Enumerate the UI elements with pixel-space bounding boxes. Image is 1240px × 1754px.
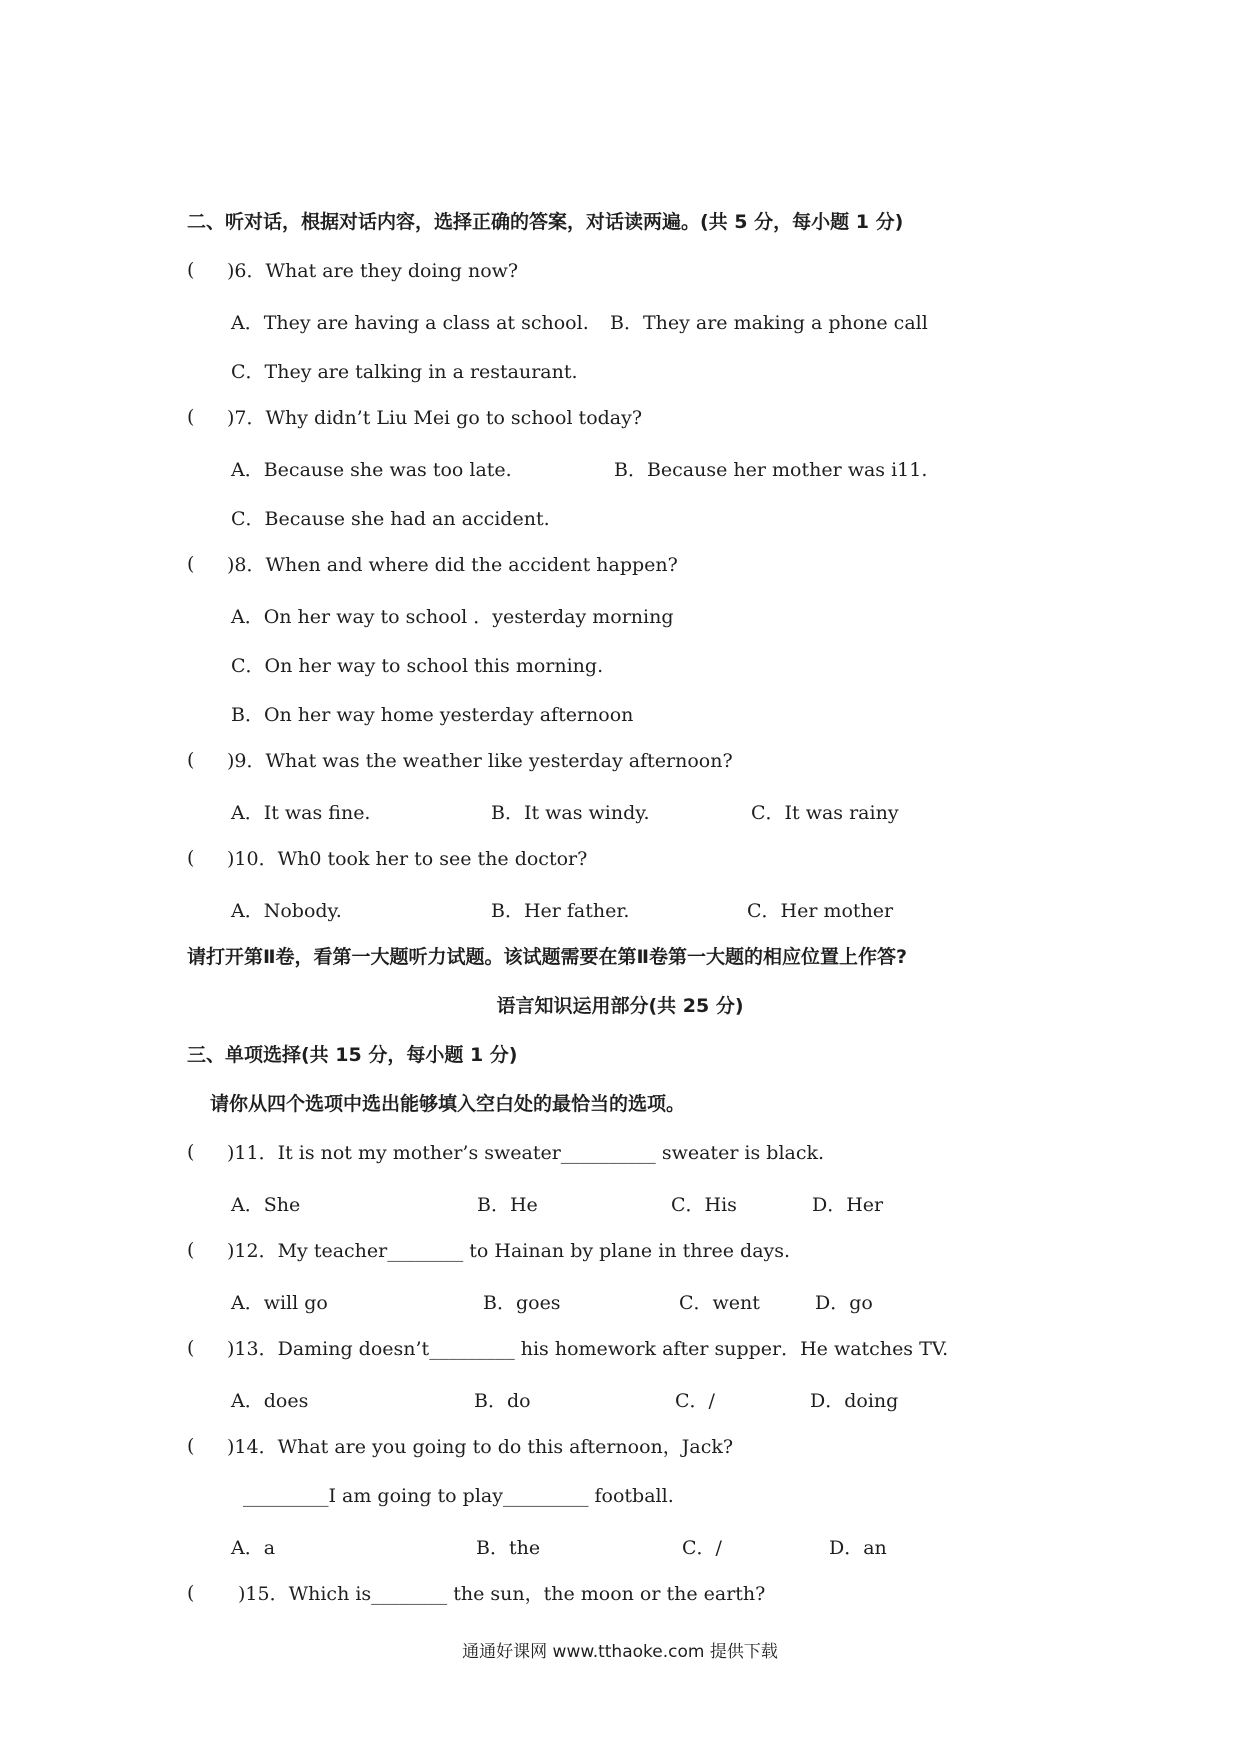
answer-paren: ( [187, 259, 195, 281]
option: A．Because she was too late. [231, 459, 512, 481]
answer-paren: ( [187, 749, 195, 771]
option: B．He [477, 1194, 538, 1216]
question-stem: )7．Why didn’t Liu Mei go to school today? [227, 407, 643, 429]
option: D．go [815, 1292, 873, 1314]
question-stem: )11．It is not my mother’s sweater__________ sweater is black. [227, 1142, 825, 1164]
answer-paren: ( [187, 1582, 195, 1604]
section2-heading: 二、听对话，根据对话内容，选择正确的答案，对话读两遍。(共 5 分，每小题 1 分) [187, 211, 904, 233]
option: C．Because she had an accident. [231, 508, 550, 530]
option: C．They are talking in a restaurant. [231, 361, 578, 383]
question-stem: )9．What was the weather like yesterday afternoon? [227, 750, 733, 772]
option: A．She [231, 1194, 301, 1216]
option: B．Because her mother was i11. [614, 459, 928, 481]
option: A．On her way to school ．yesterday morning [231, 606, 674, 628]
option: C．Her mother [747, 900, 894, 922]
answer-paren: ( [187, 847, 195, 869]
option: B．Her father. [491, 900, 630, 922]
option: B．On her way home yesterday afternoon [231, 704, 634, 726]
section3-instruction: 请你从四个选项中选出能够填入空白处的最恰当的选项。 [210, 1093, 686, 1115]
question-stem: )15．Which is________ the sun，the moon or the earth? [238, 1583, 766, 1605]
option: C．went [679, 1292, 760, 1314]
option: A．Nobody. [231, 900, 342, 922]
question-stem: )14．What are you going to do this afternoon，Jack? [227, 1436, 734, 1458]
section3-heading: 三、单项选择(共 15 分，每小题 1 分) [187, 1044, 518, 1066]
option: D．Her [812, 1194, 884, 1216]
notice-text: 请打开第Ⅱ卷，看第一大题听力试题。该试题需要在第Ⅱ卷第一大题的相应位置上作答? [187, 946, 908, 968]
option: B．It was windy. [491, 802, 650, 824]
option: B．do [474, 1390, 531, 1412]
option: A．a [231, 1537, 276, 1559]
footer-watermark: 通通好课网 www.tthaoke.com 提供下载 [462, 1642, 778, 1662]
answer-paren: ( [187, 406, 195, 428]
option: A．They are having a class at school. [231, 312, 589, 334]
option: C．On her way to school this morning. [231, 655, 604, 677]
answer-paren: ( [187, 1239, 195, 1261]
option: C．/ [675, 1390, 715, 1412]
answer-paren: ( [187, 1435, 195, 1457]
question-stem: )12．My teacher________ to Hainan by plane in three days. [227, 1240, 791, 1262]
option: D．doing [810, 1390, 899, 1412]
answer-paren: ( [187, 1141, 195, 1163]
part-title: 语言知识运用部分(共 25 分) [496, 995, 744, 1017]
option: C．It was rainy [751, 802, 899, 824]
question-continuation: _________I am going to play_________ football. [243, 1485, 674, 1507]
option: A．does [231, 1390, 309, 1412]
question-stem: )8．When and where did the accident happen? [227, 554, 678, 576]
option: D．an [829, 1537, 887, 1559]
option: B．goes [483, 1292, 561, 1314]
question-stem: )10．Wh0 took her to see the doctor? [227, 848, 588, 870]
question-stem: )13．Daming doesn’t_________ his homework after supper．He watches TV. [227, 1338, 949, 1360]
option: C．/ [682, 1537, 722, 1559]
answer-paren: ( [187, 553, 195, 575]
option: B．the [476, 1537, 541, 1559]
option: A．will go [231, 1292, 328, 1314]
option: A．It was fine. [231, 802, 371, 824]
option: C．His [671, 1194, 737, 1216]
question-stem: )6．What are they doing now? [227, 260, 519, 282]
answer-paren: ( [187, 1337, 195, 1359]
option: B．They are making a phone call [610, 312, 928, 334]
